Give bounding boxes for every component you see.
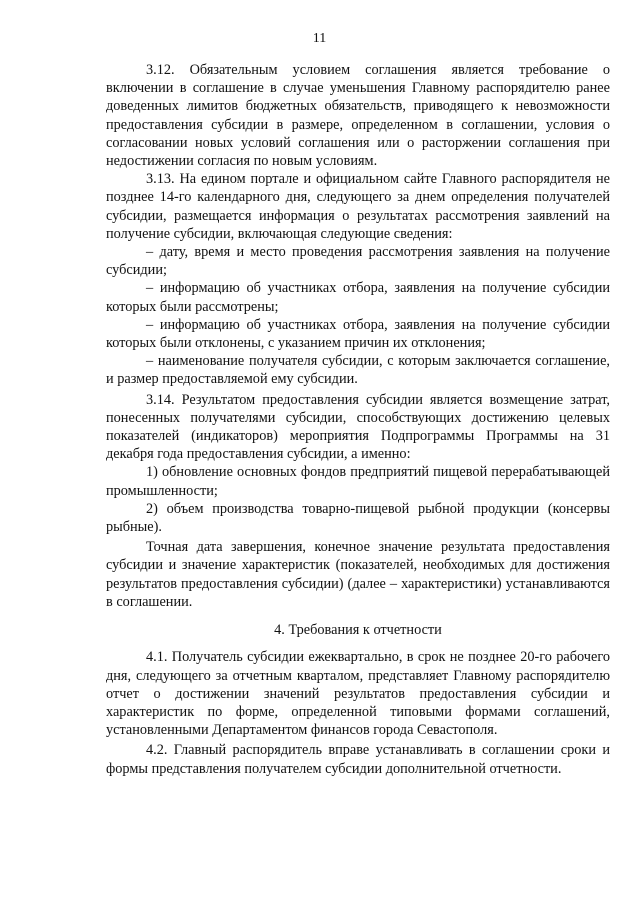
list-item-reviewed: – информацию об участниках отбора, заявления на получение субсидии которых были рассмотрены; bbox=[106, 280, 610, 315]
paragraph-3-14: 3.14. Результатом предоставления субсидии является возмещение затрат, понесенных получателями субсидии, способствующих достижению целевых показателей (индикаторов) мероприятия Подпрограммы Программы на 31 декабря года предоставления субсидии, а именно: bbox=[106, 391, 610, 463]
result-item-2: 2) объем производства товарно-пищевой рыбной продукции (консервы рыбные). bbox=[106, 500, 610, 536]
page-number: 11 bbox=[312, 31, 327, 46]
paragraph-3-12: 3.12. Обязательным условием соглашения является требование о включении в соглашение в случае уменьшения Главному распорядителю ранее доведенных лимитов бюджетных обязательств, приводящего к невозможности предоставления субсидии в размере, определенном в соглашении, условия о согласовании новых условий соглашения или о расторжении соглашения при недостижении согласия по новым условиям. bbox=[106, 62, 610, 170]
result-item-1: 1) обновление основных фондов предприятий пищевой перерабатывающей промышленности; bbox=[106, 464, 610, 499]
list-item-date: – дату, время и место проведения рассмотрения заявления на получение субсидии; bbox=[106, 244, 610, 279]
paragraph-4-2: 4.2. Главный распорядитель вправе устанавливать в соглашении сроки и формы представления получателем субсидии дополнительной отчетности. bbox=[106, 742, 610, 777]
list-item-recipient: – наименование получателя субсидии, с которым заключается соглашение, и размер предоставляемой ему субсидии. bbox=[106, 353, 610, 388]
paragraph-completion-date: Точная дата завершения, конечное значение результата предоставления субсидии и значение характеристик (показателей, необходимых для достижения результатов предоставления субсидии) (далее – характеристики) устанавливаются в соглашении. bbox=[106, 539, 610, 610]
section-heading: 4. Требования к отчетности bbox=[274, 622, 442, 639]
paragraph-4-1: 4.1. Получатель субсидии ежеквартально, в срок не позднее 20-го рабочего дня, следующего за отчетным кварталом, представляет Главному распорядителю отчет о достижении значений результатов предоставления субсидии и характеристик по форме, определенной типовыми формами соглашений, установленными Департаментом финансов города Севастополя. bbox=[106, 649, 610, 739]
document-body bbox=[106, 61, 610, 778]
list-item-rejected: – информацию об участниках отбора, заявления на получение субсидии которых были отклонены, с указанием причин их отклонения; bbox=[106, 316, 610, 352]
paragraph-3-13: 3.13. На едином портале и официальном сайте Главного распорядителя не позднее 14-го календарного дня, следующего за днем определения получателей субсидии, размещается информация о результатах рассмотрения заявлений на получение субсидии, включающая следующие сведения: bbox=[106, 171, 610, 242]
